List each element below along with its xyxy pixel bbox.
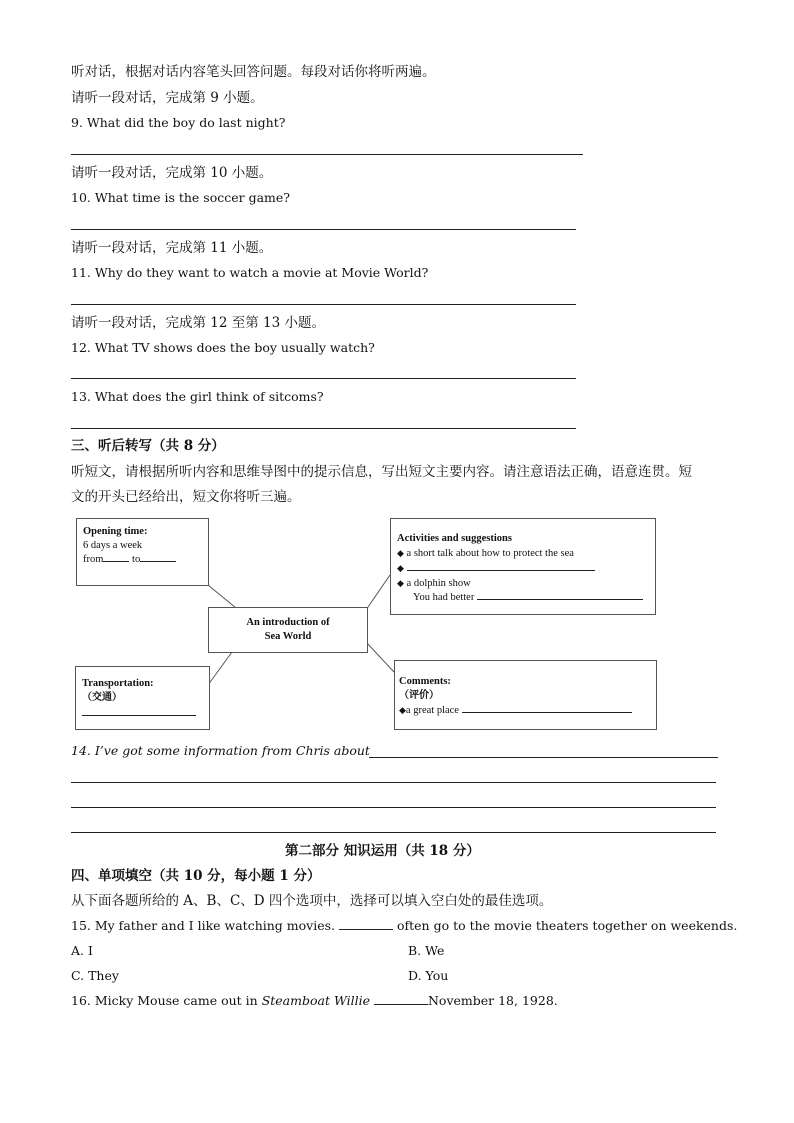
comments-box: [394, 660, 657, 730]
question-11: 11. Why do they want to watch a movie at Movie World?: [71, 265, 429, 280]
suggestion-text: You had better: [413, 592, 475, 603]
diamond-bullet-icon: ◆: [397, 548, 404, 558]
question-15: [71, 918, 737, 934]
section-3-instructions-line1: 听短文，请根据所听内容和思维导图中的提示信息，写出短文主要内容。请注意语法正确，语意连贯。短: [71, 464, 692, 480]
to-label: to: [132, 554, 141, 565]
dialogue-prompt-11: 请听一段对话，完成第 11 小题。: [71, 240, 273, 256]
comment-blank[interactable]: [462, 712, 632, 713]
activity-1-text: a short talk about how to protect the sea: [406, 548, 574, 559]
answer-line-14-d[interactable]: [71, 832, 716, 833]
activity-2-blank[interactable]: [407, 570, 595, 571]
diamond-bullet-icon: ◆: [397, 563, 404, 573]
part-2-heading: 第二部分 知识运用（共 18 分）: [285, 843, 480, 859]
question-12: 12. What TV shows does the boy usually watch?: [71, 340, 375, 355]
option-15-b[interactable]: B. We: [408, 943, 445, 958]
activity-item-2: [397, 561, 655, 576]
connector-comments: [366, 642, 394, 672]
suggestion-blank[interactable]: [477, 599, 643, 600]
comment-1-text: a great place: [405, 705, 459, 716]
comment-item-1: [399, 703, 656, 718]
connector-transport: [208, 652, 232, 685]
center-topic-line2: Sea World: [264, 631, 312, 642]
activity-item-3: [397, 576, 655, 591]
section-4-heading: 四、单项填空（共 10 分，每小题 1 分）: [71, 868, 321, 884]
dialogue-prompt-9: 请听一段对话，完成第 9 小题。: [71, 90, 264, 106]
question-16-stem-a: 16. Micky Mouse came out in: [71, 993, 258, 1008]
from-blank[interactable]: [103, 561, 129, 562]
activities-title: Activities and suggestions: [397, 533, 512, 544]
opening-time-box: [76, 518, 209, 586]
comments-cn: （评价）: [399, 690, 439, 701]
option-15-c[interactable]: C. They: [71, 968, 119, 983]
option-15-d[interactable]: D. You: [408, 968, 449, 983]
activity-item-4: [397, 591, 655, 605]
transportation-blank[interactable]: [82, 715, 196, 716]
question-16-stem-b: November 18, 1928.: [427, 993, 558, 1008]
question-14-prompt: 14. I’ve got some information from Chris about: [71, 743, 370, 758]
question-16-blank[interactable]: [374, 1004, 428, 1005]
answer-line-14-a[interactable]: [369, 757, 718, 758]
connector-opening: [208, 585, 236, 608]
transportation-box: [75, 666, 210, 730]
section-3-instructions-line2: 文的开头已经给出，短文你将听三遍。: [71, 489, 301, 505]
section-4-instructions: 从下面各题所给的 A、B、C、D 四个选项中，选择可以填入空白处的最佳选项。: [71, 893, 553, 909]
comments-title: Comments:: [399, 676, 451, 687]
activity-item-1: [397, 546, 655, 561]
opening-days: 6 days a week: [83, 540, 143, 551]
transportation-title: Transportation:: [82, 678, 154, 689]
question-15-stem-b: often go to the movie theaters together on weekends.: [396, 918, 738, 933]
center-topic-box: [208, 607, 368, 653]
center-topic-line1: An introduction of: [246, 617, 330, 628]
question-10: 10. What time is the soccer game?: [71, 190, 290, 205]
opening-time-title: Opening time:: [83, 526, 148, 537]
question-15-stem-a: 15. My father and I like watching movies.: [71, 918, 335, 933]
listening-instructions: 听对话，根据对话内容笔头回答问题。每段对话你将听两遍。: [71, 64, 436, 80]
opening-hours: [83, 553, 208, 567]
activity-3-text: a dolphin show: [406, 578, 471, 589]
answer-line-14-b[interactable]: [71, 782, 716, 783]
question-13: 13. What does the girl think of sitcoms?: [71, 389, 324, 404]
question-16-title: Steamboat Willie: [261, 993, 370, 1008]
question-15-blank[interactable]: [339, 929, 393, 930]
activities-box: [390, 518, 656, 615]
transportation-cn: （交通）: [82, 692, 122, 703]
from-label: from: [83, 554, 104, 565]
diamond-bullet-icon: ◆: [399, 705, 406, 715]
question-9: 9. What did the boy do last night?: [71, 115, 286, 130]
option-15-a[interactable]: A. I: [71, 943, 93, 958]
dialogue-prompt-10: 请听一段对话，完成第 10 小题。: [71, 165, 273, 181]
question-16: [71, 993, 558, 1009]
answer-line-14-c[interactable]: [71, 807, 716, 808]
connector-activities: [366, 575, 390, 610]
section-3-heading: 三、听后转写（共 8 分）: [71, 438, 225, 454]
dialogue-prompt-12-13: 请听一段对话，完成第 12 至第 13 小题。: [71, 315, 326, 331]
to-blank[interactable]: [140, 561, 176, 562]
diamond-bullet-icon: ◆: [397, 578, 404, 588]
